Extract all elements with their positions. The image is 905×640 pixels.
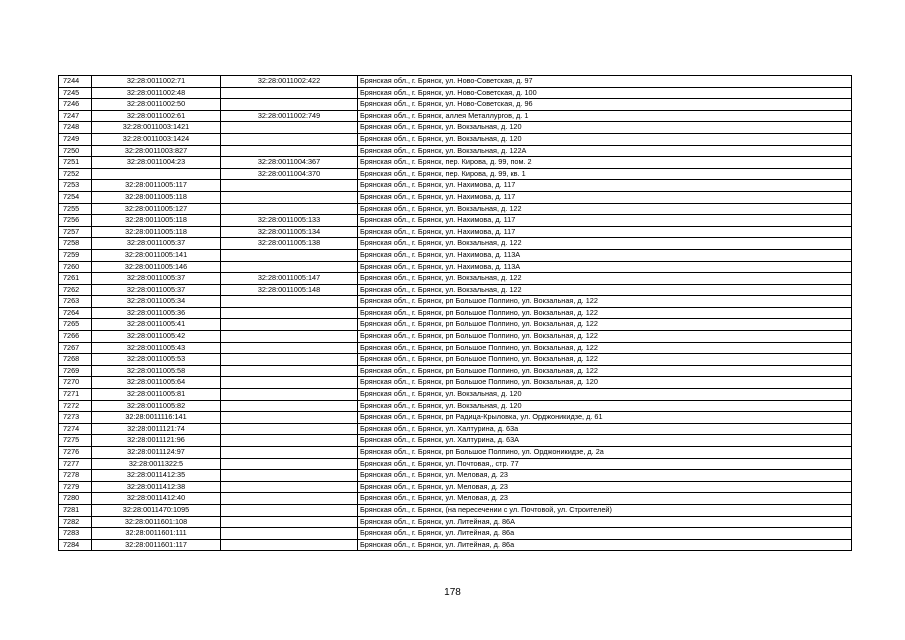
table-row xyxy=(59,539,852,551)
cadastral-number-cell: 32:28:0011005:36 xyxy=(92,307,221,319)
row-number-cell: 7280 xyxy=(59,493,92,505)
address-cell: Брянская обл., г. Брянск, ул. Нахимова, д. 113А xyxy=(358,249,852,261)
cadastral-number-2-cell xyxy=(221,296,358,308)
cadastral-number-2-cell xyxy=(221,249,358,261)
row-number-cell: 7269 xyxy=(59,365,92,377)
address-cell: Брянская обл., г. Брянск, рп Большое Полпино, ул. Вокзальная, д. 120 xyxy=(358,377,852,389)
cadastral-number-2-cell: 32:28:0011005:133 xyxy=(221,215,358,227)
address-cell: Брянская обл., г. Брянск, рп Радица-Крыловка, ул. Орджоникидзе, д. 61 xyxy=(358,412,852,424)
row-number-cell: 7275 xyxy=(59,435,92,447)
cadastral-number-cell: 32:28:0011005:41 xyxy=(92,319,221,331)
table-row xyxy=(59,110,852,122)
cadastral-number-2-cell: 32:28:0011005:134 xyxy=(221,226,358,238)
cadastral-number-2-cell: 32:28:0011004:370 xyxy=(221,168,358,180)
table-row xyxy=(59,145,852,157)
row-number-cell: 7251 xyxy=(59,157,92,169)
row-number-cell: 7268 xyxy=(59,354,92,366)
table-row xyxy=(59,122,852,134)
cadastral-number-cell: 32:28:0011005:82 xyxy=(92,400,221,412)
cadastral-number-cell: 32:28:0011005:43 xyxy=(92,342,221,354)
cadastral-number-cell: 32:28:0011005:118 xyxy=(92,191,221,203)
address-cell: Брянская обл., г. Брянск, ул. Халтурина, д. 63а xyxy=(358,423,852,435)
address-cell: Брянская обл., г. Брянск, ул. Нахимова, д. 117 xyxy=(358,226,852,238)
table-row xyxy=(59,470,852,482)
table-row xyxy=(59,191,852,203)
address-cell: Брянская обл., г. Брянск, ул. Литейная, д. 86а xyxy=(358,528,852,540)
table-row xyxy=(59,481,852,493)
cadastral-number-2-cell xyxy=(221,145,358,157)
row-number-cell: 7261 xyxy=(59,273,92,285)
address-cell: Брянская обл., г. Брянск, пер. Кирова, д. 99, пом. 2 xyxy=(358,157,852,169)
table-row xyxy=(59,389,852,401)
cadastral-number-cell: 32:28:0011002:71 xyxy=(92,76,221,88)
table-row xyxy=(59,504,852,516)
cadastral-number-cell: 32:28:0011412:35 xyxy=(92,470,221,482)
cadastral-number-cell: 32:28:0011601:108 xyxy=(92,516,221,528)
row-number-cell: 7266 xyxy=(59,331,92,343)
table-row xyxy=(59,99,852,111)
cadastral-number-cell: 32:28:0011005:118 xyxy=(92,215,221,227)
row-number-cell: 7256 xyxy=(59,215,92,227)
address-cell: Брянская обл., г. Брянск, ул. Почтовая,, стр. 77 xyxy=(358,458,852,470)
cadastral-number-2-cell: 32:28:0011002:749 xyxy=(221,110,358,122)
address-cell: Брянская обл., г. Брянск, рп Большое Полпино, ул. Орджоникидзе, д. 2а xyxy=(358,447,852,459)
row-number-cell: 7263 xyxy=(59,296,92,308)
cadastral-number-2-cell xyxy=(221,354,358,366)
cadastral-number-2-cell xyxy=(221,389,358,401)
cadastral-number-2-cell xyxy=(221,412,358,424)
cadastral-number-2-cell xyxy=(221,122,358,134)
cadastral-number-2-cell: 32:28:0011005:148 xyxy=(221,284,358,296)
cadastral-number-2-cell xyxy=(221,307,358,319)
cadastral-number-2-cell xyxy=(221,493,358,505)
cadastral-number-2-cell xyxy=(221,133,358,145)
cadastral-number-cell: 32:28:0011005:141 xyxy=(92,249,221,261)
cadastral-number-cell: 32:28:0011003:827 xyxy=(92,145,221,157)
row-number-cell: 7283 xyxy=(59,528,92,540)
address-cell: Брянская обл., г. Брянск, рп Большое Полпино, ул. Вокзальная, д. 122 xyxy=(358,307,852,319)
address-cell: Брянская обл., г. Брянск, аллея Металлургов, д. 1 xyxy=(358,110,852,122)
cadastral-number-cell: 32:28:0011005:81 xyxy=(92,389,221,401)
row-number-cell: 7272 xyxy=(59,400,92,412)
cadastral-number-2-cell xyxy=(221,504,358,516)
table-row xyxy=(59,331,852,343)
cadastral-number-cell: 32:28:0011005:34 xyxy=(92,296,221,308)
address-cell: Брянская обл., г. Брянск, ул. Ново-Советская, д. 96 xyxy=(358,99,852,111)
cadastral-number-2-cell xyxy=(221,458,358,470)
cadastral-number-2-cell xyxy=(221,261,358,273)
cadastral-number-cell: 32:28:0011002:48 xyxy=(92,87,221,99)
cadastral-number-cell: 32:28:0011005:64 xyxy=(92,377,221,389)
cadastral-number-2-cell xyxy=(221,365,358,377)
table-row xyxy=(59,226,852,238)
row-number-cell: 7271 xyxy=(59,389,92,401)
address-cell: Брянская обл., г. Брянск, рп Большое Полпино, ул. Вокзальная, д. 122 xyxy=(358,331,852,343)
row-number-cell: 7273 xyxy=(59,412,92,424)
table-row xyxy=(59,400,852,412)
row-number-cell: 7249 xyxy=(59,133,92,145)
cadastral-number-cell: 32:28:0011601:111 xyxy=(92,528,221,540)
address-cell: Брянская обл., г. Брянск, ул. Меловая, д. 23 xyxy=(358,470,852,482)
row-number-cell: 7250 xyxy=(59,145,92,157)
address-cell: Брянская обл., г. Брянск, (на пересечении с ул. Почтовой, ул. Строителей) xyxy=(358,504,852,516)
table-row xyxy=(59,412,852,424)
address-cell: Брянская обл., г. Брянск, рп Большое Полпино, ул. Вокзальная, д. 122 xyxy=(358,342,852,354)
row-number-cell: 7246 xyxy=(59,99,92,111)
table-row xyxy=(59,435,852,447)
table-row xyxy=(59,180,852,192)
address-cell: Брянская обл., г. Брянск, пер. Кирова, д. 99, кв. 1 xyxy=(358,168,852,180)
cadastral-number-2-cell xyxy=(221,377,358,389)
cadastral-number-cell: 32:28:0011005:118 xyxy=(92,226,221,238)
cadastral-number-2-cell xyxy=(221,435,358,447)
table-row xyxy=(59,377,852,389)
cadastral-number-cell: 32:28:0011005:146 xyxy=(92,261,221,273)
address-cell: Брянская обл., г. Брянск, ул. Меловая, д. 23 xyxy=(358,481,852,493)
address-cell: Брянская обл., г. Брянск, рп Большое Полпино, ул. Вокзальная, д. 122 xyxy=(358,354,852,366)
address-cell: Брянская обл., г. Брянск, ул. Халтурина, д. 63А xyxy=(358,435,852,447)
address-cell: Брянская обл., г. Брянск, ул. Вокзальная, д. 120 xyxy=(358,400,852,412)
row-number-cell: 7254 xyxy=(59,191,92,203)
table-body xyxy=(59,76,852,551)
cadastral-number-2-cell xyxy=(221,191,358,203)
address-cell: Брянская обл., г. Брянск, ул. Ново-Советская, д. 100 xyxy=(358,87,852,99)
cadastral-number-2-cell xyxy=(221,342,358,354)
cadastral-number-2-cell xyxy=(221,423,358,435)
table-row xyxy=(59,284,852,296)
cadastral-number-2-cell: 32:28:0011005:138 xyxy=(221,238,358,250)
cadastral-number-cell: 32:28:0011002:50 xyxy=(92,99,221,111)
row-number-cell: 7253 xyxy=(59,180,92,192)
row-number-cell: 7247 xyxy=(59,110,92,122)
row-number-cell: 7258 xyxy=(59,238,92,250)
page-number: 178 xyxy=(444,587,461,598)
address-cell: Брянская обл., г. Брянск, ул. Нахимова, д. 113А xyxy=(358,261,852,273)
address-cell: Брянская обл., г. Брянск, ул. Литейная, д. 86А xyxy=(358,516,852,528)
cadastral-number-2-cell xyxy=(221,400,358,412)
row-number-cell: 7274 xyxy=(59,423,92,435)
cadastral-number-2-cell xyxy=(221,99,358,111)
address-cell: Брянская обл., г. Брянск, ул. Вокзальная, д. 120 xyxy=(358,133,852,145)
cadastral-number-cell: 32:28:0011005:37 xyxy=(92,238,221,250)
cadastral-number-2-cell xyxy=(221,481,358,493)
cadastral-number-cell: 32:28:0011601:117 xyxy=(92,539,221,551)
cadastral-number-cell: 32:28:0011412:40 xyxy=(92,493,221,505)
address-cell: Брянская обл., г. Брянск, ул. Вокзальная, д. 122 xyxy=(358,284,852,296)
address-cell: Брянская обл., г. Брянск, ул. Вокзальная, д. 122 xyxy=(358,203,852,215)
table-row xyxy=(59,365,852,377)
row-number-cell: 7259 xyxy=(59,249,92,261)
table-row xyxy=(59,261,852,273)
row-number-cell: 7260 xyxy=(59,261,92,273)
cadastral-number-cell: 32:28:0011124:97 xyxy=(92,447,221,459)
address-cell: Брянская обл., г. Брянск, ул. Вокзальная, д. 120 xyxy=(358,122,852,134)
cadastral-number-2-cell xyxy=(221,180,358,192)
cadastral-number-2-cell xyxy=(221,516,358,528)
cadastral-number-2-cell xyxy=(221,447,358,459)
cadastral-number-cell: 32:28:0011005:58 xyxy=(92,365,221,377)
table-row xyxy=(59,76,852,88)
cadastral-number-2-cell: 32:28:0011004:367 xyxy=(221,157,358,169)
cadastral-number-2-cell xyxy=(221,470,358,482)
table-row xyxy=(59,249,852,261)
row-number-cell: 7267 xyxy=(59,342,92,354)
cadastral-number-cell: 32:28:0011121:74 xyxy=(92,423,221,435)
address-cell: Брянская обл., г. Брянск, ул. Вокзальная, д. 122 xyxy=(358,238,852,250)
row-number-cell: 7276 xyxy=(59,447,92,459)
cadastral-number-cell: 32:28:0011005:37 xyxy=(92,273,221,285)
cadastral-number-2-cell xyxy=(221,203,358,215)
cadastral-number-cell: 32:28:0011322:5 xyxy=(92,458,221,470)
table-row xyxy=(59,238,852,250)
table-row xyxy=(59,493,852,505)
cadastral-number-cell: 32:28:0011004:23 xyxy=(92,157,221,169)
row-number-cell: 7252 xyxy=(59,168,92,180)
row-number-cell: 7278 xyxy=(59,470,92,482)
table-row xyxy=(59,516,852,528)
address-cell: Брянская обл., г. Брянск, ул. Меловая, д. 23 xyxy=(358,493,852,505)
table-row xyxy=(59,157,852,169)
cadastral-number-cell: 32:28:0011003:1421 xyxy=(92,122,221,134)
row-number-cell: 7244 xyxy=(59,76,92,88)
address-cell: Брянская обл., г. Брянск, ул. Нахимова, д. 117 xyxy=(358,215,852,227)
table-row xyxy=(59,215,852,227)
cadastral-number-cell: 32:28:0011116:141 xyxy=(92,412,221,424)
cadastral-number-cell: 32:28:0011005:53 xyxy=(92,354,221,366)
cadastral-number-2-cell xyxy=(221,87,358,99)
address-cell: Брянская обл., г. Брянск, ул. Литейная, д. 86а xyxy=(358,539,852,551)
row-number-cell: 7279 xyxy=(59,481,92,493)
table-row xyxy=(59,319,852,331)
cadastral-number-cell: 32:28:0011002:61 xyxy=(92,110,221,122)
cadastral-number-cell: 32:28:0011005:37 xyxy=(92,284,221,296)
row-number-cell: 7255 xyxy=(59,203,92,215)
cadastral-number-cell: 32:28:0011005:42 xyxy=(92,331,221,343)
row-number-cell: 7284 xyxy=(59,539,92,551)
table-row xyxy=(59,168,852,180)
address-cell: Брянская обл., г. Брянск, рп Большое Полпино, ул. Вокзальная, д. 122 xyxy=(358,319,852,331)
cadastral-number-cell: 32:28:0011005:127 xyxy=(92,203,221,215)
table-row xyxy=(59,273,852,285)
table-row xyxy=(59,447,852,459)
cadastral-number-cell: 32:28:0011470:1095 xyxy=(92,504,221,516)
row-number-cell: 7270 xyxy=(59,377,92,389)
address-cell: Брянская обл., г. Брянск, ул. Нахимова, д. 117 xyxy=(358,180,852,192)
cadastral-number-cell xyxy=(92,168,221,180)
cadastral-number-2-cell xyxy=(221,331,358,343)
address-cell: Брянская обл., г. Брянск, рп Большое Полпино, ул. Вокзальная, д. 122 xyxy=(358,296,852,308)
cadastral-number-2-cell: 32:28:0011005:147 xyxy=(221,273,358,285)
table-row xyxy=(59,307,852,319)
row-number-cell: 7282 xyxy=(59,516,92,528)
table-row xyxy=(59,423,852,435)
address-cell: Брянская обл., г. Брянск, ул. Вокзальная, д. 122 xyxy=(358,273,852,285)
address-cell: Брянская обл., г. Брянск, ул. Ново-Советская, д. 97 xyxy=(358,76,852,88)
address-cell: Брянская обл., г. Брянск, ул. Вокзальная, д. 122А xyxy=(358,145,852,157)
table-row xyxy=(59,87,852,99)
row-number-cell: 7264 xyxy=(59,307,92,319)
row-number-cell: 7281 xyxy=(59,504,92,516)
table-row xyxy=(59,133,852,145)
cadastral-number-cell: 32:28:0011121:96 xyxy=(92,435,221,447)
table-row xyxy=(59,528,852,540)
cadastral-number-2-cell xyxy=(221,319,358,331)
table-row xyxy=(59,342,852,354)
address-cell: Брянская обл., г. Брянск, рп Большое Полпино, ул. Вокзальная, д. 122 xyxy=(358,365,852,377)
row-number-cell: 7257 xyxy=(59,226,92,238)
row-number-cell: 7265 xyxy=(59,319,92,331)
cadastral-number-2-cell: 32:28:0011002:422 xyxy=(221,76,358,88)
table-row xyxy=(59,458,852,470)
row-number-cell: 7277 xyxy=(59,458,92,470)
row-number-cell: 7248 xyxy=(59,122,92,134)
registry-table xyxy=(58,75,852,551)
cadastral-number-cell: 32:28:0011003:1424 xyxy=(92,133,221,145)
cadastral-number-cell: 32:28:0011005:117 xyxy=(92,180,221,192)
row-number-cell: 7245 xyxy=(59,87,92,99)
row-number-cell: 7262 xyxy=(59,284,92,296)
address-cell: Брянская обл., г. Брянск, ул. Вокзальная, д. 120 xyxy=(358,389,852,401)
cadastral-number-cell: 32:28:0011412:38 xyxy=(92,481,221,493)
table-row xyxy=(59,354,852,366)
cadastral-number-2-cell xyxy=(221,539,358,551)
address-cell: Брянская обл., г. Брянск, ул. Нахимова, д. 117 xyxy=(358,191,852,203)
cadastral-number-2-cell xyxy=(221,528,358,540)
table-row xyxy=(59,296,852,308)
table-row xyxy=(59,203,852,215)
